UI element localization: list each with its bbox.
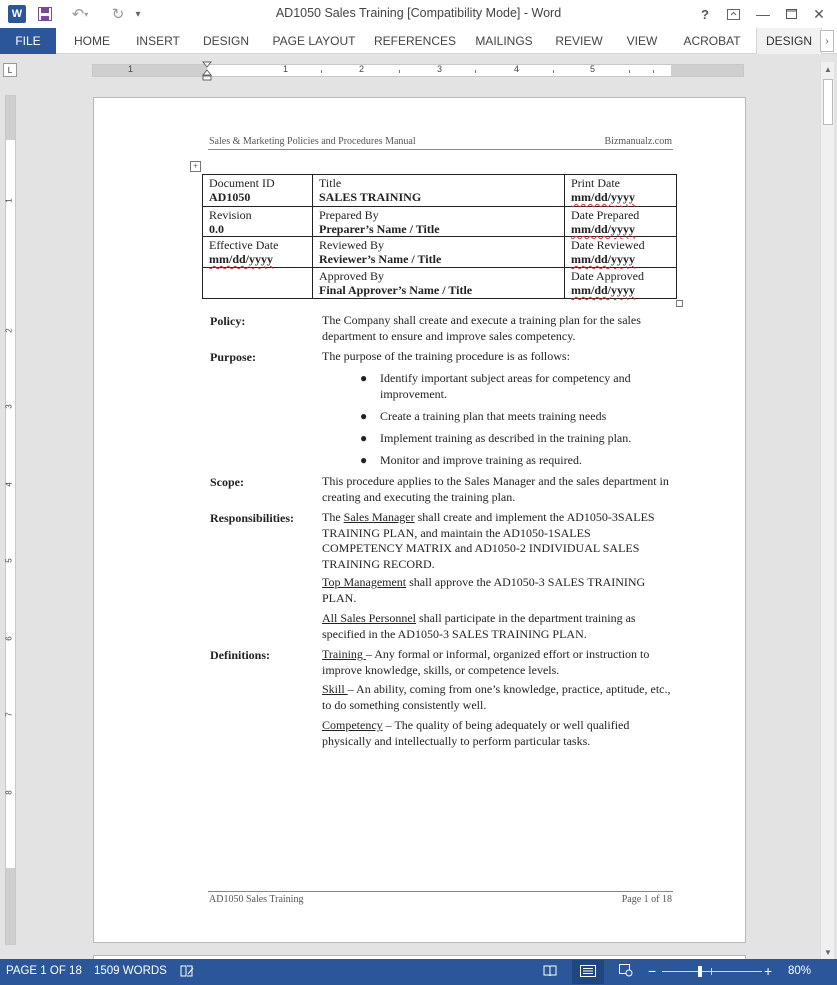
header-left-text: Sales & Marketing Policies and Procedures Manual xyxy=(209,136,416,147)
zoom-slider-thumb[interactable] xyxy=(698,966,702,977)
bullet-icon: ● xyxy=(360,409,368,423)
tab-insert[interactable]: INSERT xyxy=(136,34,180,48)
web-layout-icon[interactable] xyxy=(616,959,636,985)
definition-skill: Skill – An ability, coming from one’s knowledge, practice, aptitude, etc., to do something consistently well. xyxy=(322,682,671,712)
ruler-number: 5 xyxy=(4,558,14,563)
save-icon[interactable] xyxy=(36,5,54,23)
document-page[interactable] xyxy=(93,97,746,943)
page-header xyxy=(208,136,673,150)
table-cell[interactable] xyxy=(313,207,565,237)
ruler-number: 1 xyxy=(283,64,289,74)
table-cell[interactable] xyxy=(565,237,677,268)
policy-text: The Company shall create and execute a training plan for the sales department to ensure and improve sales competency. xyxy=(322,313,641,343)
cell-label: Date Approved xyxy=(571,269,644,283)
table-cell[interactable] xyxy=(203,268,313,299)
list-item: Identify important subject areas for competency and improvement. xyxy=(380,371,631,401)
cell-label: Effective Date xyxy=(209,238,279,252)
zoom-level[interactable]: 80% xyxy=(788,965,812,977)
tab-page-layout[interactable]: PAGE LAYOUT xyxy=(272,34,356,48)
section-label-policy: Policy: xyxy=(210,314,246,328)
cell-value xyxy=(571,252,670,266)
cell-value xyxy=(571,190,670,204)
status-bar xyxy=(0,959,837,985)
cell-label: Document ID xyxy=(209,176,275,190)
cell-value xyxy=(571,283,670,297)
zoom-out-button[interactable]: − xyxy=(648,963,657,979)
cell-value: Reviewer’s Name / Title xyxy=(319,252,442,266)
purpose-text: The purpose of the training procedure is as follows: xyxy=(322,349,570,363)
table-row xyxy=(203,268,677,299)
responsibility-sales-manager: The Sales Manager shall create and implement the AD1050-3SALES TRAINING PLAN, and maintain the AD1050-1SALES COMPETENCY MATRIX and AD1050-2 INDIVIDUAL SALES TRAINING RECORD. xyxy=(322,510,655,571)
cell-date: mm/dd/yyyy xyxy=(571,222,636,236)
page-count[interactable]: PAGE 1 OF 18 xyxy=(6,965,82,977)
cell-label: Reviewed By xyxy=(319,238,384,252)
proofing-icon[interactable] xyxy=(180,959,194,985)
tab-table-design[interactable]: DESIGN xyxy=(756,28,822,54)
ruler-number: 1 xyxy=(128,64,134,74)
maximize-button[interactable] xyxy=(778,3,804,25)
close-button[interactable]: ✕ xyxy=(813,5,825,22)
footer-left-text: AD1050 Sales Training xyxy=(209,894,304,905)
responsibility-sales-personnel: All Sales Personnel shall participate in the department training as specified in the AD1050-3 SALES TRAINING PLAN. xyxy=(322,611,636,641)
table-cell[interactable] xyxy=(203,175,313,207)
cell-value xyxy=(209,252,306,266)
tab-file[interactable]: FILE xyxy=(0,28,56,54)
bullet-icon: ● xyxy=(360,453,368,467)
ribbon-scroll-right-button[interactable]: › xyxy=(820,30,834,52)
horizontal-ruler[interactable] xyxy=(92,64,744,77)
ruler-number: 5 xyxy=(590,64,596,74)
cell-label: Approved By xyxy=(319,269,384,283)
scroll-up-button[interactable]: ▲ xyxy=(824,64,832,74)
section-label-purpose: Purpose: xyxy=(210,350,256,364)
indent-marker[interactable] xyxy=(202,61,212,81)
term-top-management: Top Management xyxy=(322,575,407,589)
minimize-button[interactable]: — xyxy=(756,6,770,22)
cell-date: mm/dd/yyyy xyxy=(571,283,636,297)
table-row xyxy=(203,175,677,207)
table-cell[interactable] xyxy=(313,237,565,268)
bullet-icon: ● xyxy=(360,371,368,385)
ruler-number: 6 xyxy=(4,636,14,641)
tab-home[interactable]: HOME xyxy=(74,34,110,48)
term-sales-manager: Sales Manager xyxy=(343,510,415,524)
tab-view[interactable]: VIEW xyxy=(626,34,658,48)
table-resize-handle[interactable] xyxy=(676,300,683,307)
ruler-number: 8 xyxy=(4,790,14,795)
cell-value: Final Approver’s Name / Title xyxy=(319,283,473,297)
ruler-number: 1 xyxy=(4,198,14,203)
section-label-responsibilities: Responsibilities: xyxy=(210,511,295,525)
cell-label: Prepared By xyxy=(319,208,379,222)
term-skill: Skill xyxy=(322,682,348,696)
undo-icon[interactable]: ↶ ▾ xyxy=(71,6,89,23)
cell-label: Title xyxy=(319,176,342,190)
responsibility-top-management: Top Management shall approve the AD1050-3 SALES TRAINING PLAN. xyxy=(322,575,646,605)
ruler-number: 2 xyxy=(4,328,14,333)
table-row xyxy=(203,207,677,237)
ruler-number: 2 xyxy=(359,64,365,74)
tab-mailings[interactable]: MAILINGS xyxy=(475,34,533,48)
tab-selector-button[interactable]: L xyxy=(3,63,17,77)
term-training: Training xyxy=(322,647,366,661)
zoom-slider-center-tick xyxy=(711,968,712,975)
footer-right-text: Page 1 of 18 xyxy=(621,894,672,905)
vertical-scrollbar[interactable] xyxy=(820,62,834,959)
vertical-ruler[interactable] xyxy=(5,95,16,945)
cell-value: SALES TRAINING xyxy=(319,190,422,204)
bullet-icon: ● xyxy=(360,431,368,445)
cell-label: Date Reviewed xyxy=(571,238,645,252)
ribbon-display-options-icon[interactable] xyxy=(720,3,746,25)
term-sales-personnel: All Sales Personnel xyxy=(322,611,416,625)
table-cell[interactable] xyxy=(203,207,313,237)
cell-value xyxy=(571,222,670,236)
scroll-thumb[interactable] xyxy=(823,79,833,125)
section-label-scope: Scope: xyxy=(210,475,244,489)
cell-date: mm/dd/yyyy xyxy=(571,252,636,266)
ribbon-tab-bar xyxy=(0,28,837,54)
table-cell[interactable] xyxy=(565,268,677,299)
customize-toolbar-icon[interactable]: ▾ xyxy=(135,8,141,20)
page-footer xyxy=(208,891,673,905)
read-mode-icon[interactable] xyxy=(540,959,560,985)
definition-competency: Competency – The quality of being adequately or well qualified physically and intellectually to perform particular tasks. xyxy=(322,718,630,748)
zoom-in-button[interactable]: + xyxy=(764,963,773,979)
list-item: Create a training plan that meets training needs xyxy=(380,409,607,423)
ruler-number: 3 xyxy=(437,64,443,74)
redo-icon[interactable]: ↻ xyxy=(111,6,125,23)
cell-label: Date Prepared xyxy=(571,208,640,222)
tab-design[interactable]: DESIGN xyxy=(202,34,249,48)
table-cell[interactable] xyxy=(313,268,565,299)
word-app-icon[interactable]: W xyxy=(8,5,26,23)
ruler-number: 4 xyxy=(4,482,14,487)
cell-value: 0.0 xyxy=(209,222,224,236)
title-bar xyxy=(0,0,837,28)
help-icon[interactable]: ? xyxy=(701,6,709,22)
list-item: Implement training as described in the training plan. xyxy=(380,431,632,445)
table-move-handle[interactable]: + xyxy=(190,161,201,172)
table-cell[interactable] xyxy=(565,175,677,207)
term-competency: Competency xyxy=(322,718,383,732)
tab-acrobat[interactable]: ACROBAT xyxy=(683,34,741,48)
scope-text: This procedure applies to the Sales Manager and the sales department in creating and executing the training plan. xyxy=(322,474,669,504)
window-title: AD1050 Sales Training [Compatibility Mode] - Word xyxy=(275,6,562,20)
cell-date: mm/dd/yyyy xyxy=(571,190,636,204)
cell-date: mm/dd/yyyy xyxy=(209,252,274,266)
list-item: Monitor and improve training as required. xyxy=(380,453,582,467)
definition-training: Training – Any formal or informal, organized effort or instruction to improve knowledge, skills, or competence levels. xyxy=(322,647,650,677)
ruler-number: 4 xyxy=(514,64,520,74)
zoom-slider[interactable] xyxy=(662,971,762,972)
cell-value: Preparer’s Name / Title xyxy=(319,222,440,236)
tab-references[interactable]: REFERENCES xyxy=(373,34,456,48)
ruler-number: 7 xyxy=(4,712,14,717)
cell-value: AD1050 xyxy=(209,190,251,204)
table-cell[interactable] xyxy=(565,207,677,237)
section-label-definitions: Definitions: xyxy=(210,648,270,662)
print-layout-icon[interactable] xyxy=(572,960,604,984)
word-count[interactable]: 1509 WORDS xyxy=(94,965,167,977)
scroll-down-button[interactable]: ▼ xyxy=(824,947,832,957)
ruler-number: 3 xyxy=(4,404,14,409)
table-row xyxy=(203,237,677,268)
header-right-text: Bizmanualz.com xyxy=(604,136,672,147)
document-info-table xyxy=(202,174,677,299)
cell-label: Print Date xyxy=(571,176,620,190)
cell-label: Revision xyxy=(209,208,252,222)
table-cell[interactable] xyxy=(203,237,313,268)
table-cell[interactable] xyxy=(313,175,565,207)
tab-review[interactable]: REVIEW xyxy=(555,34,603,48)
